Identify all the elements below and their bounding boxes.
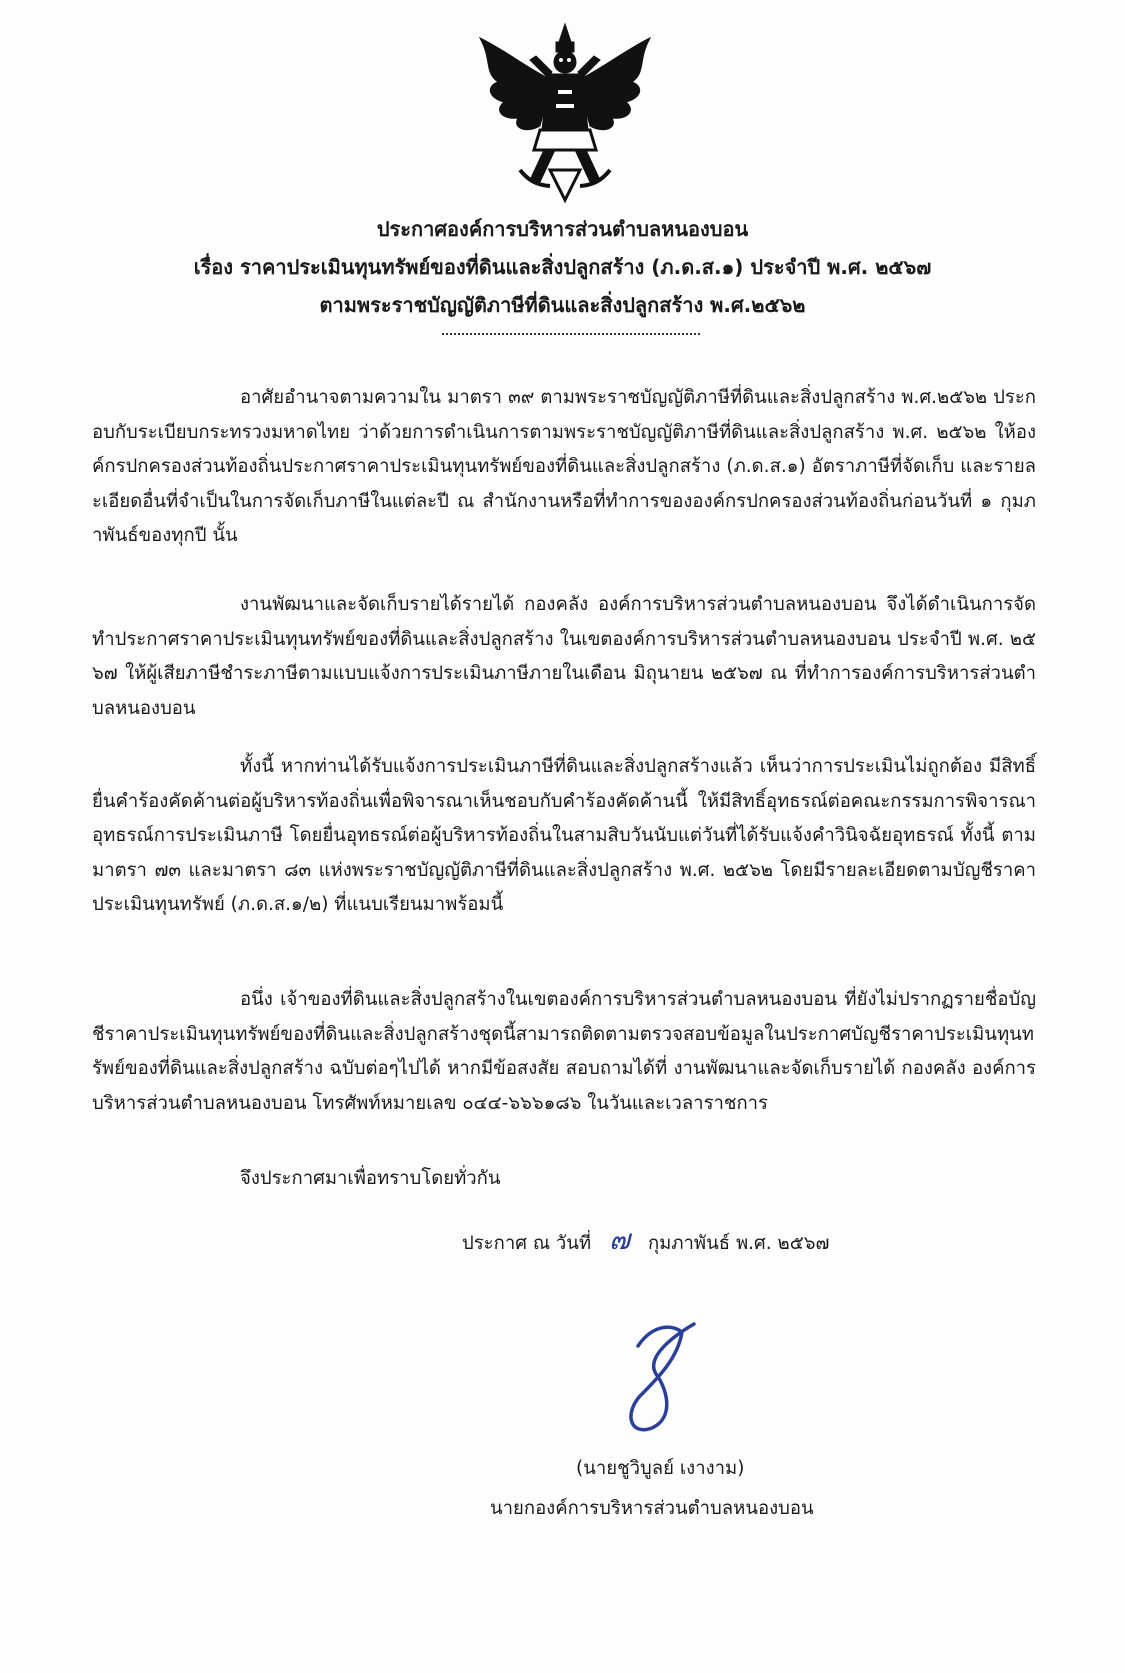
paragraph-implementation: งานพัฒนาและจัดเก็บรายได้รายได้ กองคลัง องค์การบริหารส่วนตำบลหนองบอน จึงได้ดำเนินการจัดทำประกาศราคาประเมินทุนทรัพย์ของที่ดินและสิ่งปลูกสร้าง ในเขตองค์การบริหารส่วนตำบลหนองบอน ประจำปี พ.ศ. ๒๕๖๗ ให้ผู้เสียภาษีชำระภาษีตามแบบแจ้งการประเมินภาษีภายในเดือน มิถุนายน ๒๕๖๗ ณ ที่ทำการองค์การบริหารส่วนตำบลหนองบอน [92,594,1036,719]
heading-line-2: เรื่อง ราคาประเมินทุนทรัพย์ของที่ดินและสิ่งปลูกสร้าง (ภ.ด.ส.๑) ประจำปี พ.ศ. ๒๕๖๗ [193,255,932,279]
heading-line-1: ประกาศองค์การบริหารส่วนตำบลหนองบอน [376,217,749,241]
heading-line-3: ตามพระราชบัญญัติภาษีที่ดินและสิ่งปลูกสร้าง พ.ศ.๒๕๖๒ [319,293,806,317]
signer-title: นายกองค์การบริหารส่วนตำบลหนองบอน [490,1498,814,1519]
handwritten-signature [610,1318,720,1438]
paragraph-contact: อนึ่ง เจ้าของที่ดินและสิ่งปลูกสร้างในเขตองค์การบริหารส่วนตำบลหนองบอน ที่ยังไม่ปรากฏรายชื่อบัญชีราคาประเมินทุนทรัพย์ของที่ดินและสิ่งปลูกสร้างชุดนี้สามารถติดตามตรวจสอบข้อมูลในประกาศบัญชีราคาประเมินทุนทรัพย์ของที่ดินและสิ่งปลูกสร้าง ฉบับต่อๆไปได้ หากมีข้อสงสัย สอบถามได้ที่ งานพัฒนาและจัดเก็บรายได้ กองคลัง องค์การบริหารส่วนตำบลหนองบอน โทรศัพท์หมายเลข ๐๔๔-๖๖๖๑๘๖ ในวันและเวลาราชการ [92,989,1036,1114]
closing-statement: จึงประกาศมาเพื่อทราบโดยทั่วกัน [240,1168,501,1189]
date-day-handwritten: ๗ [609,1223,631,1256]
announcement-date [462,1218,829,1262]
paragraph-appeal: ทั้งนี้ หากท่านได้รับแจ้งการประเมินภาษีที่ดินและสิ่งปลูกสร้างแล้ว เห็นว่าการประเมินไม่ถูกต้อง มีสิทธิ์ยื่นคำร้องคัดค้านต่อผู้บริหารท้องถิ่นเพื่อพิจารณาเห็นชอบกับคำร้องคัดค้านนี้ ให้มีสิทธิ์อุทธรณ์ต่อคณะกรรมการพิจารณาอุทธรณ์การประเมินภาษี โดยยื่นอุทธรณ์ต่อผู้บริหารท้องถิ่นในสามสิบวันนับแต่วันที่ได้รับแจ้งคำวินิจฉัยอุทธรณ์ ทั้งนี้ ตามมาตรา ๗๓ และมาตรา ๘๓ แห่งพระราชบัญญัติภาษีที่ดินและสิ่งปลูกสร้าง พ.ศ. ๒๕๖๒ โดยมีรายละเอียดตามบัญชีราคาประเมินทุนทรัพย์ (ภ.ด.ส.๑/๒) ที่แนบเรียนมาพร้อมนี้ [92,756,1036,916]
signer-name: (นายชูวิบูลย์ เงางาม) [576,1458,745,1479]
paragraph-authority: อาศัยอำนาจตามความใน มาตรา ๓๙ ตามพระราชบัญญัติภาษีที่ดินและสิ่งปลูกสร้าง พ.ศ.๒๕๖๒ ประกอบกับระเบียบกระทรวงมหาดไทย ว่าด้วยการดำเนินการตามพระราชบัญญัติภาษีที่ดินและสิ่งปลูกสร้าง พ.ศ. ๒๕๖๒ ให้องค์กรปกครองส่วนท้องถิ่นประกาศราคาประเมินทุนทรัพย์ของที่ดินและสิ่งปลูกสร้าง (ภ.ด.ส.๑) อัตราภาษีที่จัดเก็บ และรายละเอียดอื่นที่จำเป็นในการจัดเก็บภาษีในแต่ละปี ณ สำนักงานหรือที่ทำการขององค์กรปกครองส่วนท้องถิ่นก่อนวันที่ ๑ กุมภาพันธ์ของทุกปี นั้น [92,387,1036,547]
garuda-emblem-icon [470,20,660,205]
date-month-year: กุมภาพันธ์ พ.ศ. ๒๕๖๗ [647,1233,830,1254]
announcement-heading [0,210,1125,324]
date-prefix: ประกาศ ณ วันที่ [462,1233,592,1254]
dotted-divider [442,333,700,335]
